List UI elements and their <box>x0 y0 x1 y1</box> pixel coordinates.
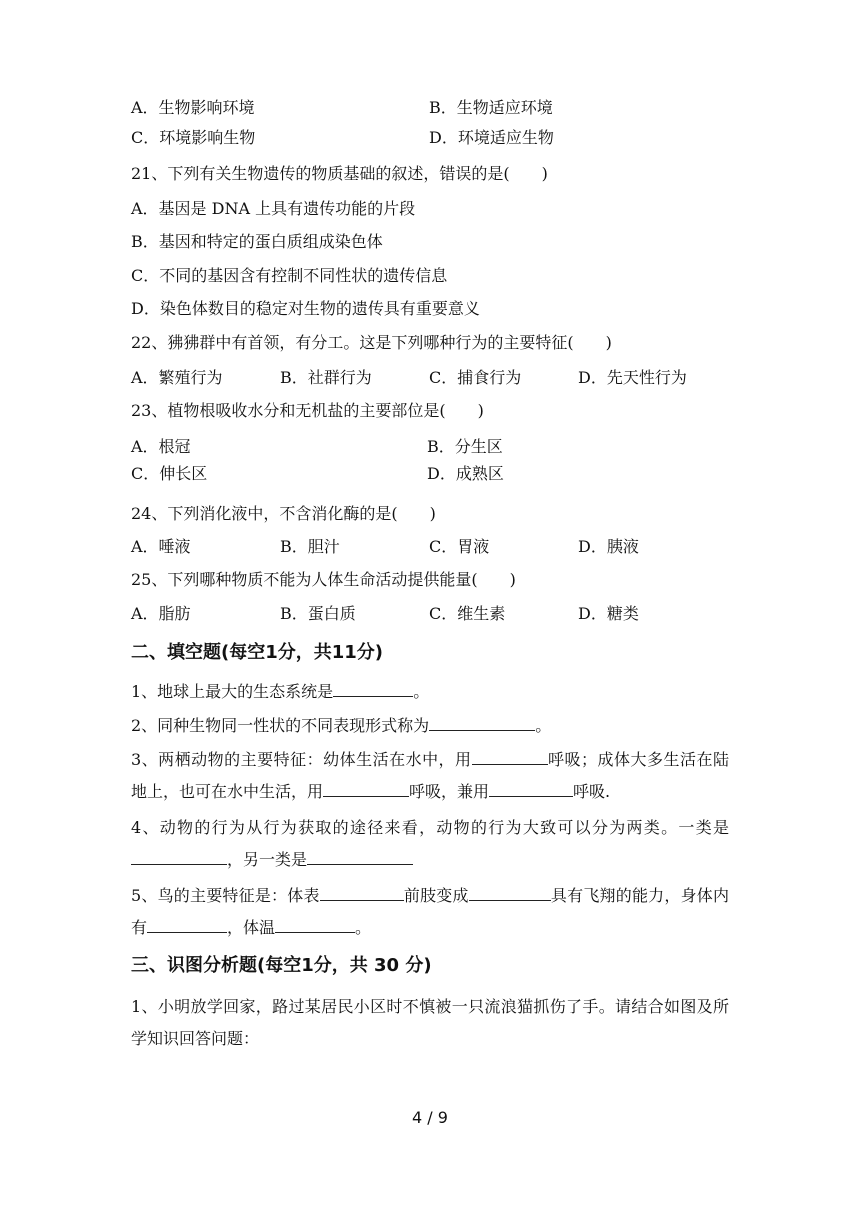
answer-blank[interactable] <box>323 782 409 797</box>
fill-question-5 <box>131 880 729 944</box>
fill-q4-text-b: ，另一类是 <box>227 850 308 869</box>
fill-q2-text: 2、同种生物同一性状的不同表现形式称为 <box>131 716 430 735</box>
q20-option-a: A．生物影响环境 <box>131 98 255 117</box>
q23-stem: 23、植物根吸收水分和无机盐的主要部位是( ) <box>131 401 484 420</box>
answer-blank[interactable] <box>320 886 404 901</box>
fill-question-1 <box>131 681 429 703</box>
q24-option-d: D．胰液 <box>578 537 639 556</box>
q20-option-c: C．环境影响生物 <box>131 128 256 147</box>
section3-heading: 三、识图分析题(每空1分，共 30 分) <box>131 955 432 976</box>
answer-blank[interactable] <box>472 750 548 765</box>
q24-stem: 24、下列消化液中，不含消化酶的是( ) <box>131 504 436 523</box>
fill-q5-text-a: 5、鸟的主要特征是：体表 <box>131 886 320 905</box>
q25-option-d: D．糖类 <box>578 604 639 623</box>
fill-q4-text-a: 4、动物的行为从行为获取的途径来看，动物的行为大致可以分为两类。一类是 <box>131 818 729 837</box>
q24-option-a: A．唾液 <box>131 537 191 556</box>
q21-option-b: B．基因和特定的蛋白质组成染色体 <box>131 232 383 251</box>
answer-blank[interactable] <box>147 918 227 933</box>
q24-option-c: C．胃液 <box>429 537 490 556</box>
fill-q3-text-a: 3、两栖动物的主要特征：幼体生活在水中，用 <box>131 750 472 769</box>
fill-q1-text: 1、地球上最大的生态系统是 <box>131 682 334 701</box>
q20-option-d: D．环境适应生物 <box>429 128 554 147</box>
q21-option-d: D．染色体数目的稳定对生物的遗传具有重要意义 <box>131 299 480 318</box>
fill-q1-end: 。 <box>413 682 430 701</box>
fill-question-4 <box>131 812 729 876</box>
q20-option-b: B．生物适应环境 <box>429 98 553 117</box>
fill-q5-text-c: 具有飞翔的能力，身体内有 <box>131 886 729 937</box>
answer-blank[interactable] <box>275 918 355 933</box>
q22-option-a: A．繁殖行为 <box>131 368 223 387</box>
fill-q2-end: 。 <box>535 716 552 735</box>
q21-option-a: A．基因是 DNA 上具有遗传功能的片段 <box>131 199 416 218</box>
fill-question-2 <box>131 715 551 737</box>
q23-option-a: A．根冠 <box>131 437 191 456</box>
q22-option-b: B．社群行为 <box>280 368 372 387</box>
fill-q3-text-b: 呼吸；成体大多生活在陆地上，也可在水中生活，用 <box>131 750 729 801</box>
q25-option-b: B．蛋白质 <box>280 604 356 623</box>
fill-question-3 <box>131 744 729 808</box>
fill-q3-text-c: 呼吸，兼用 <box>409 782 490 801</box>
q23-option-c: C．伸长区 <box>131 464 208 483</box>
q21-stem: 21、下列有关生物遗传的物质基础的叙述，错误的是( ) <box>131 164 548 183</box>
answer-blank[interactable] <box>429 716 535 731</box>
q25-stem: 25、下列哪种物质不能为人体生命活动提供能量( ) <box>131 570 516 589</box>
q21-option-c: C．不同的基因含有控制不同性状的遗传信息 <box>131 266 448 285</box>
q24-option-b: B．胆汁 <box>280 537 340 556</box>
fill-q5-text-d: ，体温 <box>227 918 276 937</box>
answer-blank[interactable] <box>469 886 551 901</box>
q23-option-d: D．成熟区 <box>427 464 504 483</box>
q23-option-b: B．分生区 <box>427 437 503 456</box>
page-number: 4 / 9 <box>412 1108 448 1127</box>
fill-q3-text-d: 呼吸. <box>573 782 611 801</box>
analysis-question-1: 1、小明放学回家，路过某居民小区时不慎被一只流浪猫抓伤了手。请结合如图及所学知识回答问题： <box>131 997 729 1048</box>
q22-option-d: D．先天性行为 <box>578 368 687 387</box>
answer-blank[interactable] <box>307 850 413 865</box>
answer-blank[interactable] <box>489 782 573 797</box>
answer-blank[interactable] <box>333 682 413 697</box>
answer-blank[interactable] <box>131 850 227 865</box>
q25-option-c: C．维生素 <box>429 604 506 623</box>
q22-stem: 22、狒狒群中有首领，有分工。这是下列哪种行为的主要特征( ) <box>131 333 612 352</box>
q22-option-c: C．捕食行为 <box>429 368 522 387</box>
section2-heading: 二、填空题(每空1分，共11分) <box>131 642 384 663</box>
fill-q5-text-e: 。 <box>355 918 372 937</box>
q25-option-a: A．脂肪 <box>131 604 191 623</box>
fill-q5-text-b: 前肢变成 <box>403 886 469 905</box>
